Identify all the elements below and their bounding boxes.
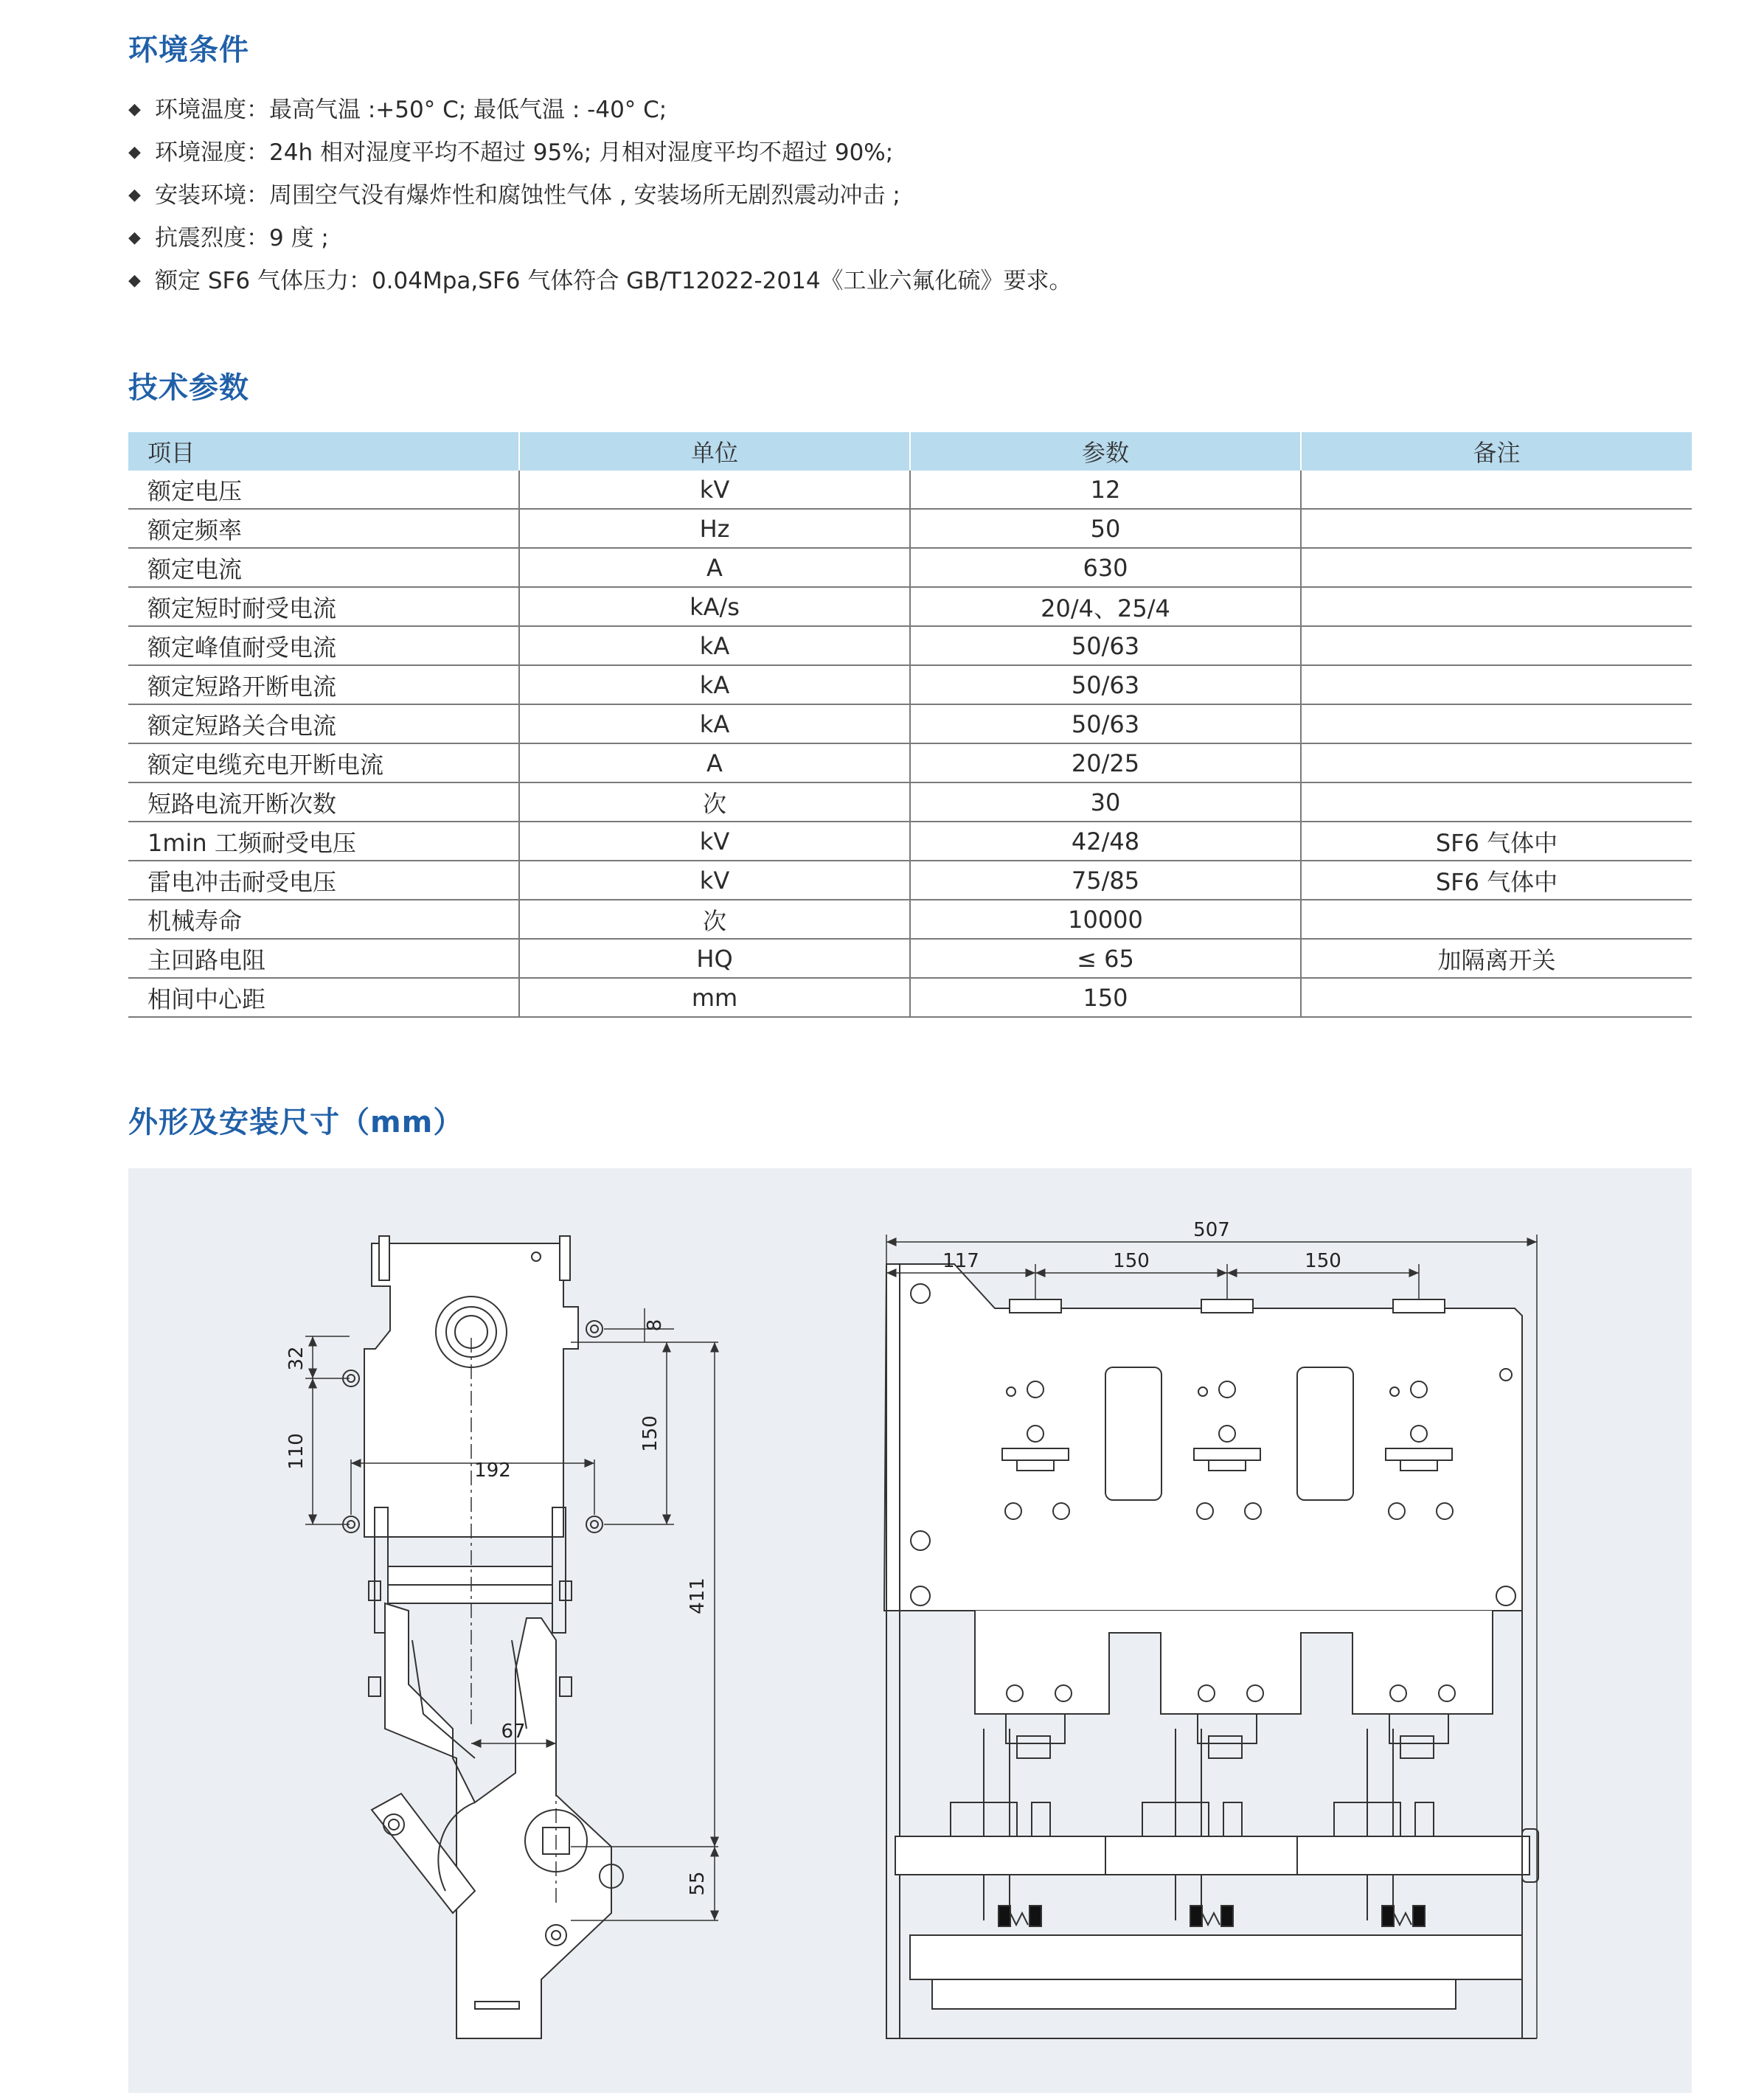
dim-192-label: 192 xyxy=(474,1459,511,1482)
dim-150-side-label: 150 xyxy=(639,1415,662,1452)
column-header: 参数 xyxy=(910,432,1301,471)
table-cell: 主回路电阻 xyxy=(128,939,519,978)
environment-item-text: 抗震烈度：9 度 ; xyxy=(155,225,329,251)
table-row xyxy=(128,900,1692,939)
table-cell: 50/63 xyxy=(910,665,1301,704)
side-view-drawing xyxy=(305,1236,718,2038)
dimension-drawing-panel xyxy=(128,1168,1692,2093)
table-cell xyxy=(1301,587,1692,626)
table-cell: 次 xyxy=(519,782,910,822)
list-item xyxy=(128,174,1072,217)
dim-67-label: 67 xyxy=(501,1721,526,1743)
table-body xyxy=(128,471,1692,1017)
dim-150-front-label: 150 xyxy=(1113,1250,1150,1272)
table-row xyxy=(128,939,1692,978)
table-row xyxy=(128,704,1692,743)
table-cell xyxy=(1301,548,1692,587)
table-row xyxy=(128,861,1692,900)
table-cell: kV xyxy=(519,861,910,900)
dim-55-label: 55 xyxy=(687,1871,709,1896)
dim-110-label: 110 xyxy=(285,1433,308,1470)
table-cell: 42/48 xyxy=(910,822,1301,861)
table-cell: 30 xyxy=(910,782,1301,822)
table-cell: 50/63 xyxy=(910,704,1301,743)
dim-8-label: 8 xyxy=(644,1319,666,1332)
table-row xyxy=(128,743,1692,782)
table-cell: 额定电缆充电开断电流 xyxy=(128,743,519,782)
table-row xyxy=(128,782,1692,822)
table-row xyxy=(128,509,1692,548)
table-cell: 额定短路开断电流 xyxy=(128,665,519,704)
table-cell xyxy=(1301,900,1692,939)
table-cell: kA xyxy=(519,665,910,704)
table-row xyxy=(128,587,1692,626)
table-cell: SF6 气体中 xyxy=(1301,861,1692,900)
column-header: 单位 xyxy=(519,432,910,471)
table-cell xyxy=(1301,626,1692,665)
table-cell: 额定峰值耐受电流 xyxy=(128,626,519,665)
table-cell: kV xyxy=(519,822,910,861)
table-cell: ≤ 65 xyxy=(910,939,1301,978)
diamond-bullet-icon: ◆ xyxy=(128,271,141,290)
diamond-bullet-icon: ◆ xyxy=(128,229,141,247)
environment-item-text: 安装环境：周围空气没有爆炸性和腐蚀性气体 , 安装场所无剧烈震动冲击 ; xyxy=(155,182,900,209)
table-cell: mm xyxy=(519,978,910,1017)
table-cell: A xyxy=(519,548,910,587)
dimensions-title: 外形及安装尺寸（mm） xyxy=(128,1105,464,1139)
table-row xyxy=(128,471,1692,509)
environment-item-text: 额定 SF6 气体压力：0.04Mpa,SF6 气体符合 GB/T12022-2014《工业六氟化硫》要求。 xyxy=(155,268,1072,294)
table-row xyxy=(128,665,1692,704)
table-cell: HQ xyxy=(519,939,910,978)
list-item xyxy=(128,260,1072,302)
table-cell xyxy=(1301,471,1692,509)
table-cell: SF6 气体中 xyxy=(1301,822,1692,861)
diamond-bullet-icon: ◆ xyxy=(128,143,141,162)
table-row xyxy=(128,978,1692,1017)
table-cell: 额定电流 xyxy=(128,548,519,587)
table-cell xyxy=(1301,704,1692,743)
column-header: 备注 xyxy=(1301,432,1692,471)
table-cell: 相间中心距 xyxy=(128,978,519,1017)
table-cell: kA xyxy=(519,626,910,665)
dim-32-label: 32 xyxy=(285,1346,308,1371)
table-cell: 额定短路关合电流 xyxy=(128,704,519,743)
dimension-drawing xyxy=(128,1168,1692,2093)
table-cell xyxy=(1301,978,1692,1017)
front-view-drawing xyxy=(884,1235,1538,2038)
table-cell: Hz xyxy=(519,509,910,548)
dim-411-label: 411 xyxy=(687,1577,709,1614)
table-cell: 75/85 xyxy=(910,861,1301,900)
table-cell: A xyxy=(519,743,910,782)
table-cell: kV xyxy=(519,471,910,509)
table-cell xyxy=(1301,665,1692,704)
table-cell xyxy=(1301,743,1692,782)
table-cell: 1min 工频耐受电压 xyxy=(128,822,519,861)
table-cell: 额定电压 xyxy=(128,471,519,509)
table-cell: 额定短时耐受电流 xyxy=(128,587,519,626)
table-cell: kA xyxy=(519,704,910,743)
table-header-row xyxy=(128,432,1692,471)
table-cell: 50 xyxy=(910,509,1301,548)
dim-507-label: 507 xyxy=(1193,1219,1230,1241)
list-item xyxy=(128,217,1072,260)
diamond-bullet-icon: ◆ xyxy=(128,186,141,204)
diamond-bullet-icon: ◆ xyxy=(128,100,141,119)
table-cell: 20/4、25/4 xyxy=(910,587,1301,626)
table-cell: 加隔离开关 xyxy=(1301,939,1692,978)
table-cell xyxy=(1301,782,1692,822)
technical-title: 技术参数 xyxy=(128,371,249,405)
table-cell: 150 xyxy=(910,978,1301,1017)
table-row xyxy=(128,626,1692,665)
table-row xyxy=(128,822,1692,861)
list-item xyxy=(128,88,1072,131)
environment-item-text: 环境湿度：24h 相对湿度平均不超过 95%; 月相对湿度平均不超过 90%; xyxy=(155,139,894,166)
table-cell: 10000 xyxy=(910,900,1301,939)
dim-117-label: 117 xyxy=(942,1250,979,1272)
table-cell: 20/25 xyxy=(910,743,1301,782)
table-cell: 次 xyxy=(519,900,910,939)
table-cell: 额定频率 xyxy=(128,509,519,548)
table-cell: 50/63 xyxy=(910,626,1301,665)
parameters-table xyxy=(128,432,1692,1018)
list-item xyxy=(128,131,1072,174)
column-header: 项目 xyxy=(128,432,519,471)
table-cell xyxy=(1301,509,1692,548)
environment-title: 环境条件 xyxy=(128,33,249,67)
dim-150-front-label: 150 xyxy=(1305,1250,1341,1272)
table-cell: 短路电流开断次数 xyxy=(128,782,519,822)
environment-list xyxy=(128,88,1072,302)
environment-item-text: 环境温度：最高气温 :+50° C; 最低气温 : -40° C; xyxy=(155,97,667,123)
table-cell: 12 xyxy=(910,471,1301,509)
table-cell: kA/s xyxy=(519,587,910,626)
table-row xyxy=(128,548,1692,587)
table-cell: 机械寿命 xyxy=(128,900,519,939)
table-cell: 630 xyxy=(910,548,1301,587)
table-cell: 雷电冲击耐受电压 xyxy=(128,861,519,900)
